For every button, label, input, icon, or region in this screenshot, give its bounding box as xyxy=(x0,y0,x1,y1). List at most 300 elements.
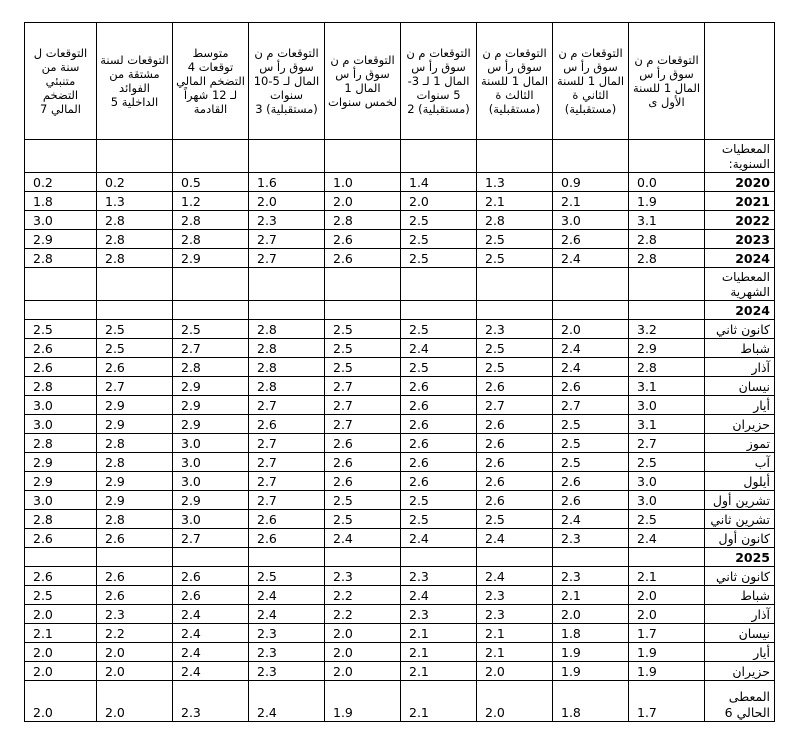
table-cell: 2.6 xyxy=(477,415,553,434)
table-cell: 2.9 xyxy=(25,453,97,472)
table-cell: 2.4 xyxy=(401,529,477,548)
table-cell: 2.8 xyxy=(249,339,325,358)
row-label: 2021 xyxy=(705,192,775,211)
table-cell: 2.6 xyxy=(477,377,553,396)
row-label: 2020 xyxy=(705,173,775,192)
table-cell: 2.9 xyxy=(173,491,249,510)
table-cell xyxy=(97,268,173,301)
table-cell: 2.8 xyxy=(325,211,401,230)
table-row xyxy=(25,358,775,377)
column-header: التوقعات لسنة مشتقة من الفوائد الداخلية 5 xyxy=(97,23,173,140)
table-cell: 2.4 xyxy=(325,529,401,548)
table-cell: 2.0 xyxy=(249,192,325,211)
table-cell: 2.5 xyxy=(25,320,97,339)
table-row xyxy=(25,662,775,681)
table-cell: 2.8 xyxy=(629,249,705,268)
table-cell: 2.7 xyxy=(325,415,401,434)
table-cell: 2.7 xyxy=(325,377,401,396)
table-cell: 2.7 xyxy=(97,377,173,396)
table-cell xyxy=(173,301,249,320)
table-cell: 2.8 xyxy=(173,358,249,377)
table-cell: 2.4 xyxy=(401,339,477,358)
table-cell: 2.5 xyxy=(401,510,477,529)
table-cell: 2.5 xyxy=(25,586,97,605)
table-cell: 2.8 xyxy=(249,358,325,377)
table-cell: 2.6 xyxy=(553,230,629,249)
table-cell: 2.5 xyxy=(553,434,629,453)
table-cell: 2.4 xyxy=(173,662,249,681)
table-cell: 2.8 xyxy=(249,320,325,339)
table-cell: 2.7 xyxy=(249,472,325,491)
table-cell: 1.3 xyxy=(97,192,173,211)
table-cell: 2.1 xyxy=(401,662,477,681)
section-row xyxy=(25,140,775,173)
table-cell: 2.0 xyxy=(25,643,97,662)
table-row xyxy=(25,529,775,548)
table-cell: 2.6 xyxy=(477,453,553,472)
table-cell xyxy=(325,301,401,320)
table-cell: 3.0 xyxy=(173,453,249,472)
table-cell: 2.0 xyxy=(25,681,97,722)
table-cell: 2.4 xyxy=(553,358,629,377)
table-cell: 2.3 xyxy=(97,605,173,624)
table-cell: 2.8 xyxy=(173,230,249,249)
table-cell: 2.5 xyxy=(477,249,553,268)
table-cell: 2.2 xyxy=(325,605,401,624)
table-cell: 2.5 xyxy=(173,320,249,339)
table-cell xyxy=(477,301,553,320)
table-cell xyxy=(325,268,401,301)
table-cell: 2.4 xyxy=(477,529,553,548)
table-cell: 2.7 xyxy=(249,396,325,415)
table-cell: 2.0 xyxy=(25,662,97,681)
table-cell: 2.5 xyxy=(325,358,401,377)
table-cell: 2.9 xyxy=(173,377,249,396)
table-row xyxy=(25,434,775,453)
table-cell xyxy=(249,301,325,320)
table-cell: 2.5 xyxy=(401,358,477,377)
table-cell: 2.2 xyxy=(325,586,401,605)
table-cell: 2.7 xyxy=(249,491,325,510)
table-cell: 2.8 xyxy=(97,453,173,472)
column-header: التوقعات م ن سوق رأ س المال 1 للسنة الأول ى xyxy=(629,23,705,140)
table-cell: 2.5 xyxy=(325,510,401,529)
row-label: آذار xyxy=(705,605,775,624)
table-cell xyxy=(629,140,705,173)
table-cell: 3.0 xyxy=(25,211,97,230)
column-header: التوقعات م ن سوق رأ س المال 1 لخمس سنوات xyxy=(325,23,401,140)
table-cell xyxy=(553,301,629,320)
table-cell: 2.1 xyxy=(553,586,629,605)
table-cell: 2.5 xyxy=(325,339,401,358)
table-cell: 2.3 xyxy=(173,681,249,722)
table-cell: 2.1 xyxy=(401,681,477,722)
table-cell: 2.8 xyxy=(97,211,173,230)
row-label: تشرين ثاني xyxy=(705,510,775,529)
table-cell xyxy=(249,548,325,567)
table-cell: 3.1 xyxy=(629,377,705,396)
table-cell: 2.1 xyxy=(477,192,553,211)
table-cell: 2.9 xyxy=(173,415,249,434)
table-cell: 2.1 xyxy=(401,643,477,662)
year-row xyxy=(25,548,775,567)
table-cell: 2.5 xyxy=(477,358,553,377)
table-row xyxy=(25,624,775,643)
table-cell: 2.8 xyxy=(477,211,553,230)
table-cell: 3.0 xyxy=(173,434,249,453)
table-cell: 2.7 xyxy=(553,396,629,415)
table-cell: 2.6 xyxy=(173,567,249,586)
table-cell: 2.0 xyxy=(325,662,401,681)
table-row xyxy=(25,567,775,586)
table-row xyxy=(25,339,775,358)
table-cell: 1.2 xyxy=(173,192,249,211)
row-label: أيار xyxy=(705,643,775,662)
table-cell: 2.6 xyxy=(25,339,97,358)
table-cell: 1.6 xyxy=(249,173,325,192)
table-cell xyxy=(629,548,705,567)
table-row xyxy=(25,320,775,339)
table-cell: 2.8 xyxy=(97,510,173,529)
table-cell: 2.6 xyxy=(401,472,477,491)
table-cell: 2.0 xyxy=(629,586,705,605)
table-cell: 2.4 xyxy=(553,249,629,268)
table-row xyxy=(25,415,775,434)
table-cell: 2.8 xyxy=(25,249,97,268)
table-cell: 2.1 xyxy=(401,624,477,643)
table-body xyxy=(25,23,775,722)
table-cell: 2.1 xyxy=(629,567,705,586)
table-cell: 1.9 xyxy=(325,681,401,722)
table-cell: 3.0 xyxy=(629,396,705,415)
table-cell: 2.0 xyxy=(629,605,705,624)
table-cell: 1.9 xyxy=(629,192,705,211)
table-cell: 2.6 xyxy=(25,529,97,548)
table-cell: 2.8 xyxy=(249,377,325,396)
table-cell: 2.6 xyxy=(97,358,173,377)
table-cell: 2.8 xyxy=(97,434,173,453)
table-cell: 2.9 xyxy=(97,491,173,510)
row-label: شباط xyxy=(705,339,775,358)
table-cell: 2.4 xyxy=(249,605,325,624)
table-cell: 2.6 xyxy=(325,434,401,453)
table-cell: 2.6 xyxy=(553,472,629,491)
row-label: كانون ثاني xyxy=(705,567,775,586)
table-cell: 2.6 xyxy=(477,472,553,491)
table-cell xyxy=(325,140,401,173)
table-cell: 2.0 xyxy=(97,681,173,722)
table-cell: 2.4 xyxy=(401,586,477,605)
table-cell: 2.3 xyxy=(249,643,325,662)
table-cell xyxy=(401,301,477,320)
row-label: تشرين أول xyxy=(705,491,775,510)
table-cell: 2.3 xyxy=(401,605,477,624)
table-cell: 1.9 xyxy=(553,662,629,681)
table-cell: 2.4 xyxy=(173,605,249,624)
table-cell: 2.3 xyxy=(325,567,401,586)
table-cell: 2.9 xyxy=(25,472,97,491)
table-cell: 2.5 xyxy=(401,211,477,230)
table-cell: 2.6 xyxy=(97,567,173,586)
table-cell xyxy=(25,140,97,173)
year-row xyxy=(25,173,775,192)
table-cell xyxy=(249,268,325,301)
table-cell: 2.6 xyxy=(477,491,553,510)
table-cell: 2.7 xyxy=(249,453,325,472)
table-cell: 2.3 xyxy=(249,624,325,643)
table-cell: 2.6 xyxy=(401,453,477,472)
table-cell: 2.5 xyxy=(97,339,173,358)
table-cell: 2.4 xyxy=(249,681,325,722)
table-cell: 2.3 xyxy=(553,529,629,548)
table-cell: 2.5 xyxy=(325,320,401,339)
table-cell: 2.6 xyxy=(553,491,629,510)
table-cell: 2.5 xyxy=(629,510,705,529)
table-cell: 2.6 xyxy=(401,377,477,396)
table-row xyxy=(25,605,775,624)
table-cell: 2.5 xyxy=(401,320,477,339)
table-cell: 2.9 xyxy=(97,396,173,415)
row-label: شباط xyxy=(705,586,775,605)
table-cell xyxy=(25,548,97,567)
table-cell xyxy=(401,140,477,173)
table-cell: 2.6 xyxy=(249,415,325,434)
table-cell: 2.0 xyxy=(25,605,97,624)
column-header xyxy=(705,23,775,140)
table-cell: 2.6 xyxy=(325,472,401,491)
table-cell xyxy=(477,140,553,173)
table-cell: 2.0 xyxy=(97,643,173,662)
header-row xyxy=(25,23,775,140)
table-cell: 2.9 xyxy=(629,339,705,358)
table-cell: 2.4 xyxy=(173,643,249,662)
table-cell: 0.2 xyxy=(25,173,97,192)
row-label: آب xyxy=(705,453,775,472)
table-cell: 2.6 xyxy=(25,358,97,377)
table-cell: 2.0 xyxy=(553,320,629,339)
table-cell: 3.0 xyxy=(25,491,97,510)
table-cell xyxy=(25,268,97,301)
year-row xyxy=(25,192,775,211)
row-label: المعطيات السنوية: xyxy=(705,140,775,173)
table-cell: 2.8 xyxy=(25,510,97,529)
table-cell: 0.9 xyxy=(553,173,629,192)
table-cell: 2.7 xyxy=(173,529,249,548)
table-cell: 3.0 xyxy=(629,491,705,510)
table-cell: 0.0 xyxy=(629,173,705,192)
table-cell: 2.0 xyxy=(401,192,477,211)
year-row xyxy=(25,230,775,249)
row-label: آذار xyxy=(705,358,775,377)
table-cell: 2.3 xyxy=(401,567,477,586)
table-row xyxy=(25,453,775,472)
row-label: 2023 xyxy=(705,230,775,249)
year-row xyxy=(25,301,775,320)
table-cell: 2.7 xyxy=(249,230,325,249)
row-label: نيسان xyxy=(705,624,775,643)
table-cell: 1.7 xyxy=(629,624,705,643)
row-label: حزيران xyxy=(705,415,775,434)
table-cell: 2.8 xyxy=(629,358,705,377)
table-cell xyxy=(553,548,629,567)
table-cell: 2.5 xyxy=(325,491,401,510)
table-cell: 2.0 xyxy=(97,662,173,681)
table-cell: 2.0 xyxy=(553,605,629,624)
table-cell: 2.6 xyxy=(401,396,477,415)
table-cell: 1.0 xyxy=(325,173,401,192)
table-cell: 2.6 xyxy=(553,377,629,396)
table-row xyxy=(25,643,775,662)
row-label: نيسان xyxy=(705,377,775,396)
table-cell: 3.1 xyxy=(629,211,705,230)
table-cell: 1.3 xyxy=(477,173,553,192)
table-cell: 0.5 xyxy=(173,173,249,192)
table-cell: 2.9 xyxy=(25,230,97,249)
table-cell: 2.3 xyxy=(477,586,553,605)
table-cell: 2.4 xyxy=(553,510,629,529)
table-cell: 3.0 xyxy=(173,510,249,529)
table-cell: 2.5 xyxy=(477,230,553,249)
table-cell: 1.8 xyxy=(25,192,97,211)
table-cell xyxy=(477,548,553,567)
table-cell: 2.6 xyxy=(401,434,477,453)
row-label: أيار xyxy=(705,396,775,415)
table-cell: 0.2 xyxy=(97,173,173,192)
table-cell: 2.5 xyxy=(401,230,477,249)
column-header: التوقعات م ن سوق رأ س المال لـ 5-10 سنوات (مستقبلية) 3 xyxy=(249,23,325,140)
table-cell: 2.7 xyxy=(325,396,401,415)
table-cell: 2.5 xyxy=(629,453,705,472)
table-cell: 2.5 xyxy=(553,415,629,434)
table-cell: 2.4 xyxy=(173,624,249,643)
table-cell: 2.5 xyxy=(553,453,629,472)
table-cell: 1.9 xyxy=(629,643,705,662)
table-cell: 2.6 xyxy=(97,586,173,605)
table-cell: 1.8 xyxy=(553,624,629,643)
section-row xyxy=(25,268,775,301)
table-cell: 2.4 xyxy=(553,339,629,358)
column-header: متوسط توقعات 4 التضخم المالي لـ 12 شهراً القادمة xyxy=(173,23,249,140)
table-cell: 2.0 xyxy=(477,681,553,722)
table-cell xyxy=(25,301,97,320)
row-label: المعطى الحالي 6 xyxy=(705,681,775,722)
table-cell: 2.3 xyxy=(249,662,325,681)
row-label: حزيران xyxy=(705,662,775,681)
table-cell: 2.5 xyxy=(401,249,477,268)
table-cell: 2.7 xyxy=(249,434,325,453)
table-cell: 2.8 xyxy=(25,434,97,453)
table-cell xyxy=(553,140,629,173)
table-cell: 2.5 xyxy=(249,567,325,586)
table-cell xyxy=(249,140,325,173)
table-cell: 2.6 xyxy=(325,453,401,472)
table-cell xyxy=(477,268,553,301)
table-cell xyxy=(629,301,705,320)
row-label: كانون أول xyxy=(705,529,775,548)
table-cell: 3.1 xyxy=(629,415,705,434)
table-cell: 2.0 xyxy=(325,192,401,211)
table-cell: 2.1 xyxy=(477,624,553,643)
table-cell: 1.7 xyxy=(629,681,705,722)
table-cell: 2.8 xyxy=(173,211,249,230)
table-cell: 3.0 xyxy=(173,472,249,491)
table-cell: 2.8 xyxy=(97,249,173,268)
table-cell: 2.4 xyxy=(477,567,553,586)
table-cell xyxy=(553,268,629,301)
table-cell xyxy=(173,268,249,301)
table-cell xyxy=(97,140,173,173)
table-row xyxy=(25,681,775,722)
table-cell: 2.8 xyxy=(97,230,173,249)
row-label: 2025 xyxy=(705,548,775,567)
table-row xyxy=(25,491,775,510)
table-cell: 2.5 xyxy=(97,320,173,339)
table-cell xyxy=(629,268,705,301)
inflation-expectations-table xyxy=(24,22,775,722)
table-cell xyxy=(97,548,173,567)
year-row xyxy=(25,211,775,230)
table-cell: 2.2 xyxy=(97,624,173,643)
table-cell xyxy=(173,140,249,173)
table-row xyxy=(25,586,775,605)
table-cell: 2.0 xyxy=(325,624,401,643)
table-cell: 1.8 xyxy=(553,681,629,722)
table-cell: 1.4 xyxy=(401,173,477,192)
table-cell: 2.6 xyxy=(97,529,173,548)
table-cell: 2.6 xyxy=(401,415,477,434)
column-header: التوقعات م ن سوق رأ س المال 1 لـ 3-5 سنوات (مستقبلية) 2 xyxy=(401,23,477,140)
table-cell xyxy=(97,301,173,320)
table-cell: 2.7 xyxy=(249,249,325,268)
table-cell: 3.0 xyxy=(25,396,97,415)
table-cell: 2.5 xyxy=(477,510,553,529)
table-cell: 2.1 xyxy=(477,643,553,662)
table-cell: 2.3 xyxy=(477,605,553,624)
row-label: 2024 xyxy=(705,249,775,268)
table-cell: 2.6 xyxy=(173,586,249,605)
table-cell: 3.0 xyxy=(25,415,97,434)
table-cell: 2.3 xyxy=(249,211,325,230)
table-cell xyxy=(173,548,249,567)
table-cell: 2.5 xyxy=(401,491,477,510)
row-label: كانون ثاني xyxy=(705,320,775,339)
table-row xyxy=(25,396,775,415)
row-label: 2024 xyxy=(705,301,775,320)
table-row xyxy=(25,472,775,491)
table-cell: 3.0 xyxy=(629,472,705,491)
table-cell: 3.0 xyxy=(553,211,629,230)
table-cell: 2.7 xyxy=(629,434,705,453)
table-cell: 2.6 xyxy=(477,434,553,453)
table-cell: 2.3 xyxy=(477,320,553,339)
table-cell: 2.9 xyxy=(97,415,173,434)
table-cell xyxy=(325,548,401,567)
year-row xyxy=(25,249,775,268)
table-cell: 2.6 xyxy=(249,510,325,529)
row-label: المعطيات الشهرية xyxy=(705,268,775,301)
column-header: التوقعات ل سنة من متنبئي التضخم المالي 7 xyxy=(25,23,97,140)
table-cell: 2.7 xyxy=(477,396,553,415)
table-cell: 2.8 xyxy=(629,230,705,249)
table-cell: 2.9 xyxy=(97,472,173,491)
table-cell: 2.6 xyxy=(325,230,401,249)
table-cell: 2.7 xyxy=(173,339,249,358)
row-label: أيلول xyxy=(705,472,775,491)
table-cell xyxy=(401,268,477,301)
table-cell: 3.2 xyxy=(629,320,705,339)
row-label: تموز xyxy=(705,434,775,453)
table-cell: 2.9 xyxy=(173,249,249,268)
